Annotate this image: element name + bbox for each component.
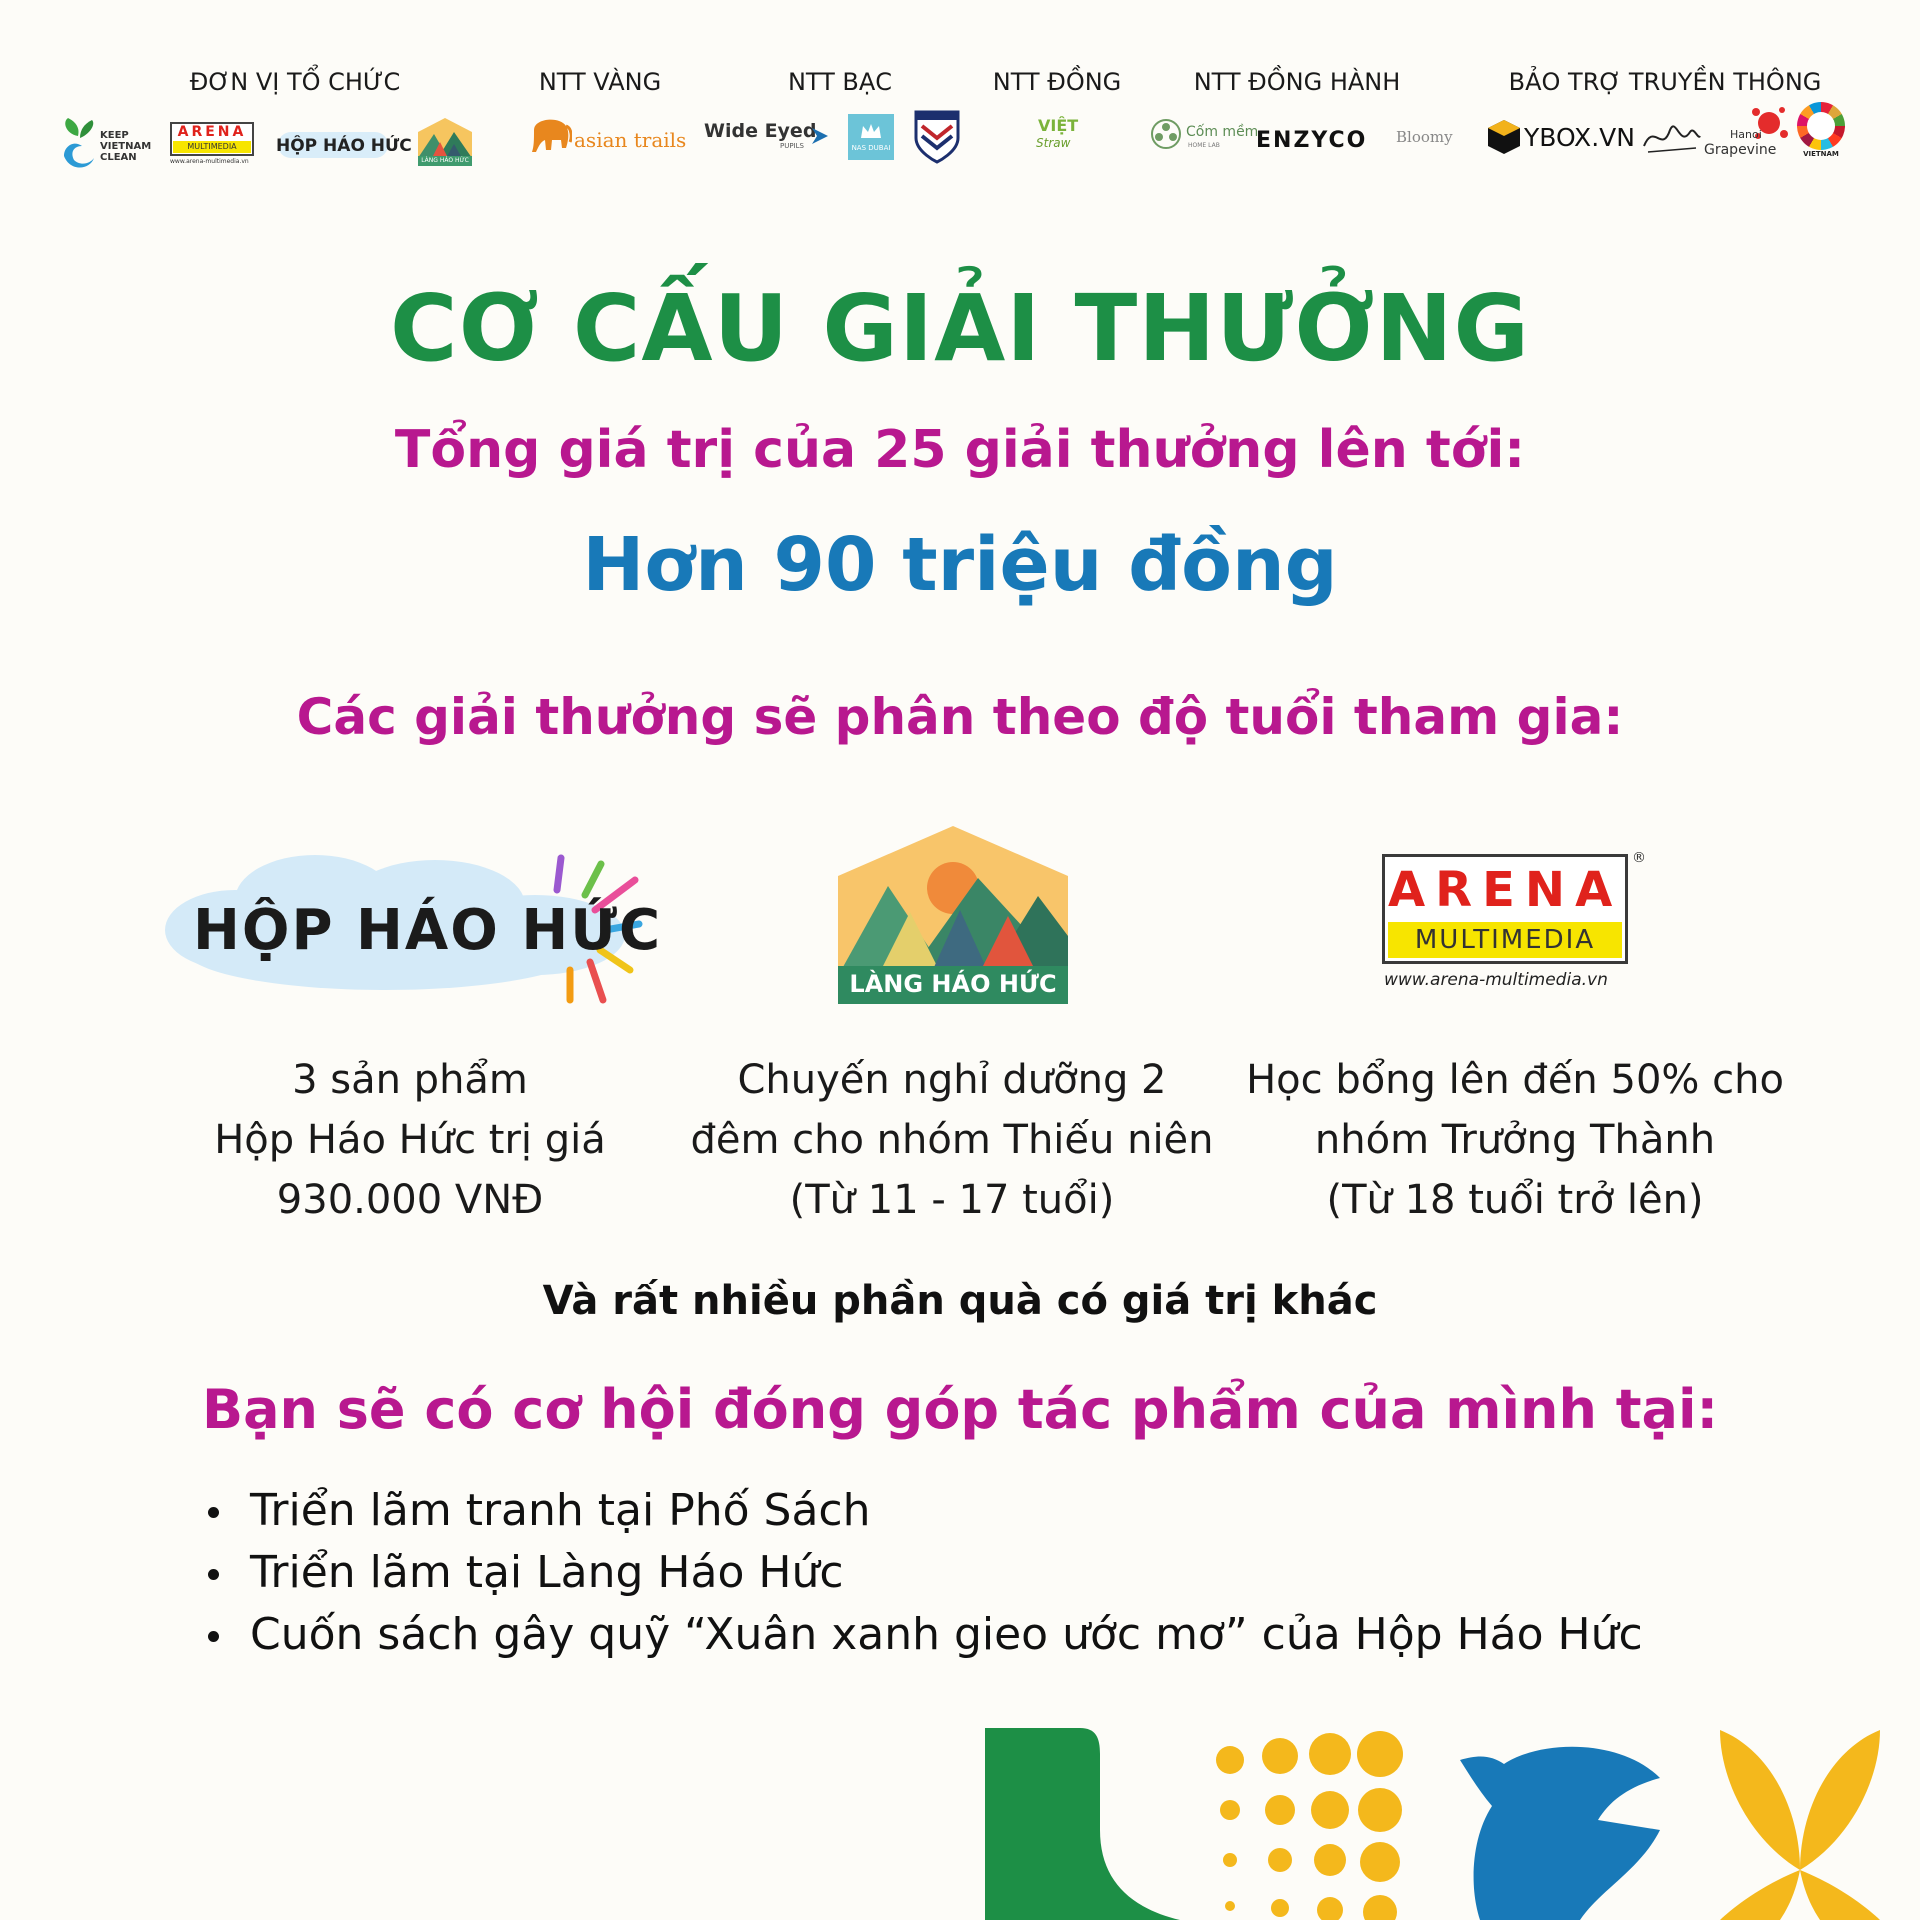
kvc-line3: CLEAN: [100, 152, 137, 163]
arena-url: www.arena-multimedia.vn: [1384, 970, 1608, 990]
ybox-logo: [1488, 118, 1638, 158]
page-title: CƠ CẤU GIẢI THƯỞNG: [389, 275, 1531, 382]
age-group-subtitle: Các giải thưởng sẽ phân theo độ tuổi tham gia:: [296, 688, 1624, 746]
lang-hao-huc-logo-small: [418, 118, 472, 166]
signature-logo-icon: [1640, 118, 1702, 156]
other-gifts-note: Và rất nhiều phần quà có giá trị khác: [542, 1278, 1378, 1324]
com-mem-sub: HOME LAB: [1188, 142, 1220, 149]
hop-hao-huc-logo-small: [272, 122, 412, 168]
crown-icon: [861, 124, 881, 138]
kvc-line1: KEEP: [100, 130, 129, 141]
organizer-heading: ĐƠN VỊ TỔ CHỨC: [189, 68, 401, 96]
decorative-shapes: [980, 1720, 1920, 1920]
arrow-right-icon: [810, 126, 830, 146]
venue-list: [200, 1480, 1643, 1666]
hop-hao-huc-text: HỘP HÁO HỨC: [193, 898, 663, 963]
nas-dubai-logo: [848, 114, 894, 160]
prize-line: đêm cho nhóm Thiếu niên: [690, 1117, 1214, 1163]
flower-icon: [1150, 118, 1182, 150]
cube-icon: [1488, 120, 1520, 154]
list-item: Cuốn sách gây quỹ “Xuân xanh gieo ước mơ” của Hộp Háo Hức: [200, 1604, 1643, 1666]
com-mem-logo: [1150, 116, 1259, 156]
school-crest-icon: [910, 108, 964, 164]
nas-dubai-text: NAS DUBAI: [851, 144, 891, 152]
wide-eyed-text: Wide Eyed: [704, 120, 817, 142]
hop-hao-huc-logo: [165, 850, 663, 1010]
asian-trails-logo: [530, 112, 687, 158]
lang-hao-huc-text: LÀNG HÁO HỨC: [849, 970, 1057, 998]
elephant-icon: [530, 112, 572, 154]
media-sponsor-heading: BẢO TRỢ TRUYỀN THÔNG: [1508, 68, 1822, 96]
grapevine-text: Grapevine: [1704, 142, 1777, 158]
prize-line: Chuyến nghỉ dưỡng 2: [737, 1057, 1167, 1103]
total-prize-value: Hơn 90 triệu đồng: [582, 522, 1338, 608]
silver-sponsor-heading: NTT BẠC: [787, 68, 893, 96]
keep-vietnam-clean-logo: [60, 116, 164, 172]
yellow-dots-pattern: [1216, 1731, 1403, 1920]
arena-registered-mark: ®: [1632, 850, 1646, 866]
companion-sponsor-heading: NTT ĐỒNG HÀNH: [1193, 68, 1401, 96]
arena-small-sub: MULTIMEDIA: [173, 141, 251, 153]
leaf-icon: [60, 116, 98, 172]
bloomy-logo: Bloomy: [1396, 128, 1453, 146]
list-item: Triển lãm tại Làng Háo Hức: [200, 1542, 1643, 1604]
sdg-vietnam-text: VIETNAM: [1803, 150, 1839, 158]
hanoi-text: Hanoi: [1730, 128, 1762, 141]
wide-eyed-logo: [704, 118, 834, 158]
prize-line: (Từ 11 - 17 tuổi): [789, 1177, 1115, 1223]
com-mem-text: Cốm mềm: [1186, 124, 1259, 140]
hanoi-grapevine-logo: [1704, 104, 1790, 158]
yellow-flower-shape: [1720, 1730, 1880, 1920]
prize-line: nhóm Trưởng Thành: [1314, 1117, 1716, 1163]
gold-sponsor-heading: NTT VÀNG: [538, 68, 662, 96]
blue-bird-shape: [1460, 1747, 1660, 1920]
arena-sub: MULTIMEDIA: [1388, 922, 1622, 958]
prize-line: 930.000 VNĐ: [276, 1177, 544, 1223]
ybox-text: YBOX.VN: [1524, 123, 1635, 152]
arena-small-name: ARENA: [177, 124, 247, 140]
bronze-sponsor-heading: NTT ĐỒNG: [992, 68, 1122, 96]
arena-name: ARENA: [1388, 862, 1623, 918]
prize-hop-hao-huc: [130, 1050, 690, 1230]
green-leaf-shape: [985, 1728, 1180, 1920]
viet-straw-text: VIỆT: [1038, 116, 1079, 135]
kvc-line2: VIETNAM: [100, 141, 152, 152]
wide-eyed-sub: PUPILS: [780, 142, 804, 150]
prize-arena: [1235, 1050, 1795, 1230]
prize-line: Học bổng lên đến 50% cho: [1246, 1057, 1784, 1103]
lang-hao-huc-logo: [838, 826, 1068, 1004]
prize-lang-hao-huc: [672, 1050, 1232, 1230]
list-item: Triển lãm tranh tại Phố Sách: [200, 1480, 1643, 1542]
prize-line: 3 sản phẩm: [292, 1057, 528, 1103]
contribute-subtitle: Bạn sẽ có cơ hội đóng góp tác phẩm của mình tại:: [201, 1378, 1719, 1441]
asian-trails-text: asian trails: [574, 128, 687, 152]
lang-hao-huc-small-text: LÀNG HÁO HỨC: [418, 156, 472, 166]
hop-hao-huc-small-text: HỘP HÁO HỨC: [276, 136, 412, 156]
viet-straw-logo: [1036, 114, 1078, 158]
arena-multimedia-logo-small: [170, 122, 258, 172]
enzyco-logo: ENZYCO: [1256, 128, 1368, 153]
prize-line: (Từ 18 tuổi trở lên): [1326, 1177, 1704, 1223]
viet-straw-sub: Straw: [1036, 136, 1071, 150]
arena-multimedia-logo: [1382, 850, 1652, 996]
mountain-tent-icon: [418, 118, 472, 158]
sdg-vietnam-logo: [1794, 102, 1848, 160]
prize-line: Hộp Háo Hức trị giá: [214, 1117, 606, 1163]
arena-small-url: www.arena-multimedia.vn: [170, 158, 249, 165]
total-prize-subtitle: Tổng giá trị của 25 giải thưởng lên tới:: [394, 420, 1526, 480]
